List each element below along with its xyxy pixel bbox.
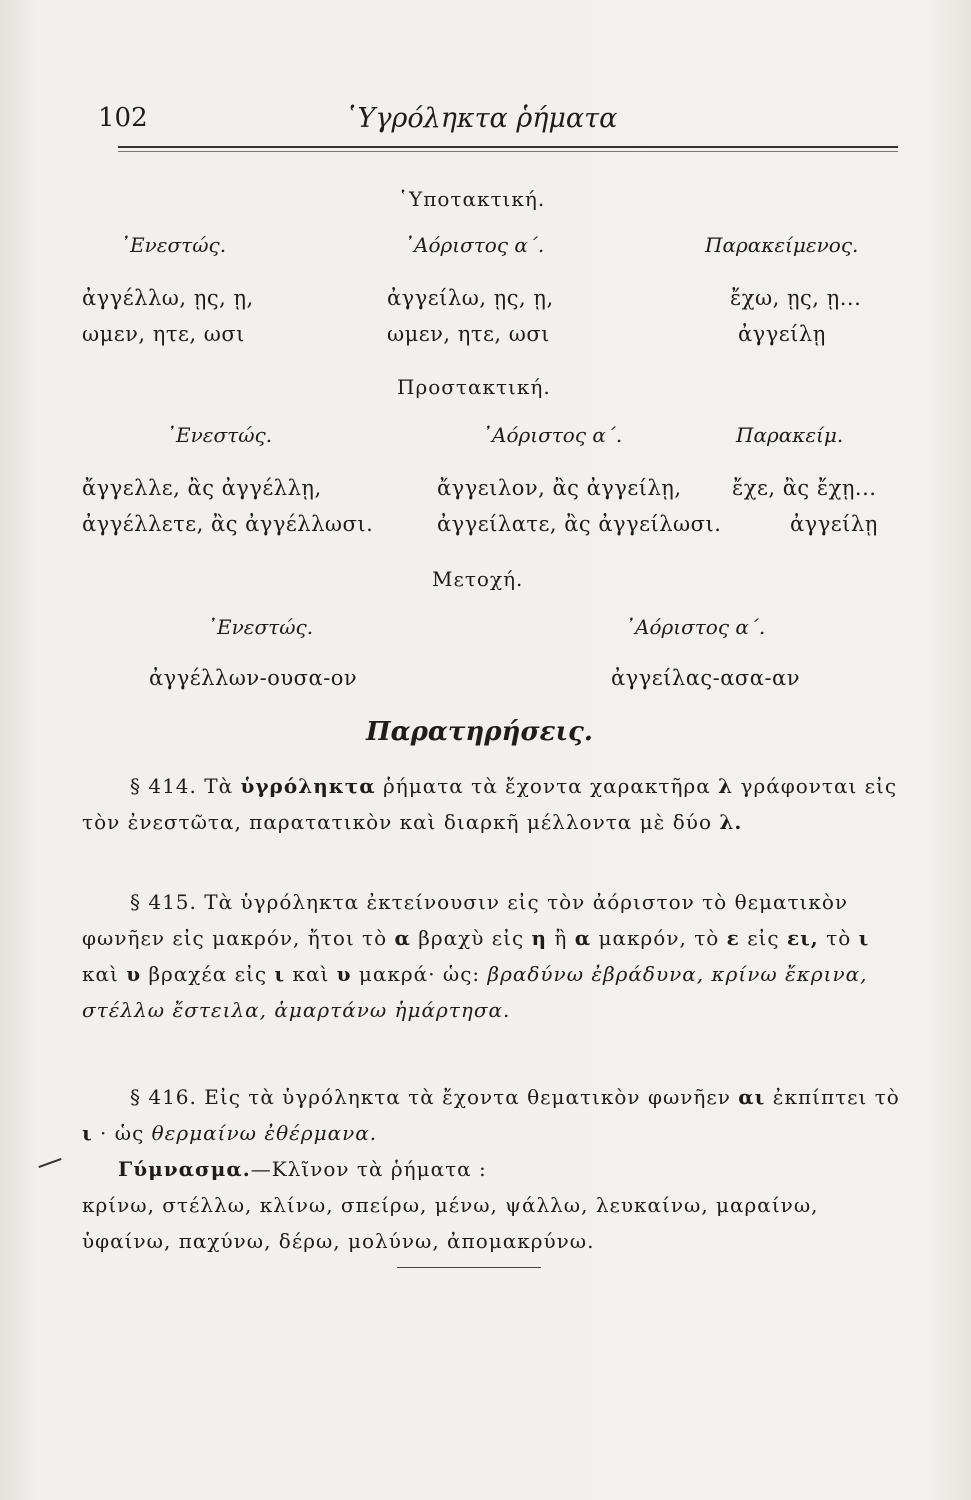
section-416: § 416. Εἰς τὰ ὑγρόληκτα τὰ ἔχοντα θεματικὸν φωνῆεν αι ἐκπίπτει τὸ ι · ὡς θερμαίνω ἐθέρμανα. (82, 1085, 900, 1145)
imperative-present-row2: ἀγγέλλετε, ἂς ἀγγέλλωσι. (82, 512, 374, 536)
imperative-present-row1: ἄγγελλε, ἂς ἀγγέλλῃ, (82, 476, 322, 500)
imperative-title: Προστακτική. (397, 375, 551, 399)
section-415-number: § 415. (130, 890, 197, 914)
section-415: § 415. Τὰ ὑγρόληκτα ἐκτείνουσιν εἰς τὸν ἀόριστον τὸ θεματικὸν φωνῆεν εἰς μακρόν, ἤτοι τὸ α βραχὺ εἰς η ἢ α μακρόν, τὸ ε εἰς ει, τὸ ι καὶ υ βραχέα εἰς ι καὶ υ μακρά· ὡς: βραδύνω ἐβράδυνα, κρίνω ἔκρινα, στέλλω ἔστειλα, ἁμαρτάνω ἡμάρτησα. (82, 890, 870, 1022)
subjunctive-present-row2: ωμεν, ητε, ωσι (82, 322, 245, 346)
subjunctive-tense-aorist: ᾿Αόριστος α΄. (404, 233, 545, 257)
participle-aorist-form: ἀγγείλας-ασα-αν (611, 666, 800, 690)
participle-title: Μετοχή. (432, 567, 524, 591)
margin-pencil-mark (38, 1158, 61, 1168)
header-rule (118, 146, 898, 152)
section-414-number: § 414. (130, 774, 197, 798)
participle-tense-aorist: ᾿Αόριστος α΄. (625, 615, 766, 639)
subjunctive-tense-present: ᾿Ενεστώς. (120, 233, 227, 257)
participle-tense-present: ᾿Ενεστώς. (207, 615, 314, 639)
imperative-aorist-row2: ἀγγείλατε, ἂς ἀγγείλωσι. (437, 512, 722, 536)
imperative-tense-perfect: Παρακείμ. (736, 423, 844, 447)
page-number: 102 (98, 103, 148, 133)
imperative-aorist-row1: ἄγγειλον, ἂς ἀγγείλῃ, (437, 476, 682, 500)
subjunctive-title: ῾Υποτακτική. (398, 187, 546, 211)
subjunctive-aorist-row1: ἀγγείλω, ῃς, ῃ, (387, 286, 554, 310)
exercise-label: Γύμνασμα. (118, 1157, 251, 1181)
subjunctive-present-row1: ἀγγέλλω, ῃς, ῃ, (82, 286, 254, 310)
subjunctive-tense-perfect: Παρακείμενος. (705, 233, 859, 257)
imperative-tense-present: ᾿Ενεστώς. (166, 423, 273, 447)
subjunctive-aorist-row2: ωμεν, ητε, ωσι (387, 322, 550, 346)
imperative-tense-aorist: ᾿Αόριστος α΄. (482, 423, 623, 447)
exercise-verbs: κρίνω, στέλλω, κλίνω, σπείρω, μένω, ψάλλω, λευκαίνω, μαραίνω, ὑφαίνω, παχύνω, δέρω, μολύνω, ἀπομακρύνω. (82, 1193, 819, 1253)
imperative-perfect-row2: ἀγγείλῃ (790, 512, 878, 536)
running-title: ῾Υγρόληκτα ῥήματα (344, 103, 618, 134)
section-416-number: § 416. (130, 1085, 197, 1109)
subjunctive-perfect-row1: ἔχω, ῃς, ῃ... (730, 286, 862, 310)
observations-heading: Παρατηρήσεις. (366, 717, 593, 747)
section-414: § 414. Τὰ ὑγρόληκτα ῥήματα τὰ ἔχοντα χαρακτῆρα λ γράφονται εἰς τὸν ἐνεστῶτα, παρατατικὸν καὶ διαρκῆ μέλλοντα μὲ δύο λ. (82, 774, 898, 834)
end-rule (397, 1267, 541, 1268)
imperative-perfect-row1: ἔχε, ἂς ἔχῃ... (732, 476, 877, 500)
exercise: Γύμνασμα.—Κλῖνον τὰ ῥήματα : κρίνω, στέλλω, κλίνω, σπείρω, μένω, ψάλλω, λευκαίνω, μαραίνω, ὑφαίνω, παχύνω, δέρω, μολύνω, ἀπομακρύνω. (82, 1157, 819, 1253)
participle-present-form: ἀγγέλλων-ουσα-ον (149, 666, 358, 690)
subjunctive-perfect-row2: ἀγγείλῃ (738, 322, 826, 346)
